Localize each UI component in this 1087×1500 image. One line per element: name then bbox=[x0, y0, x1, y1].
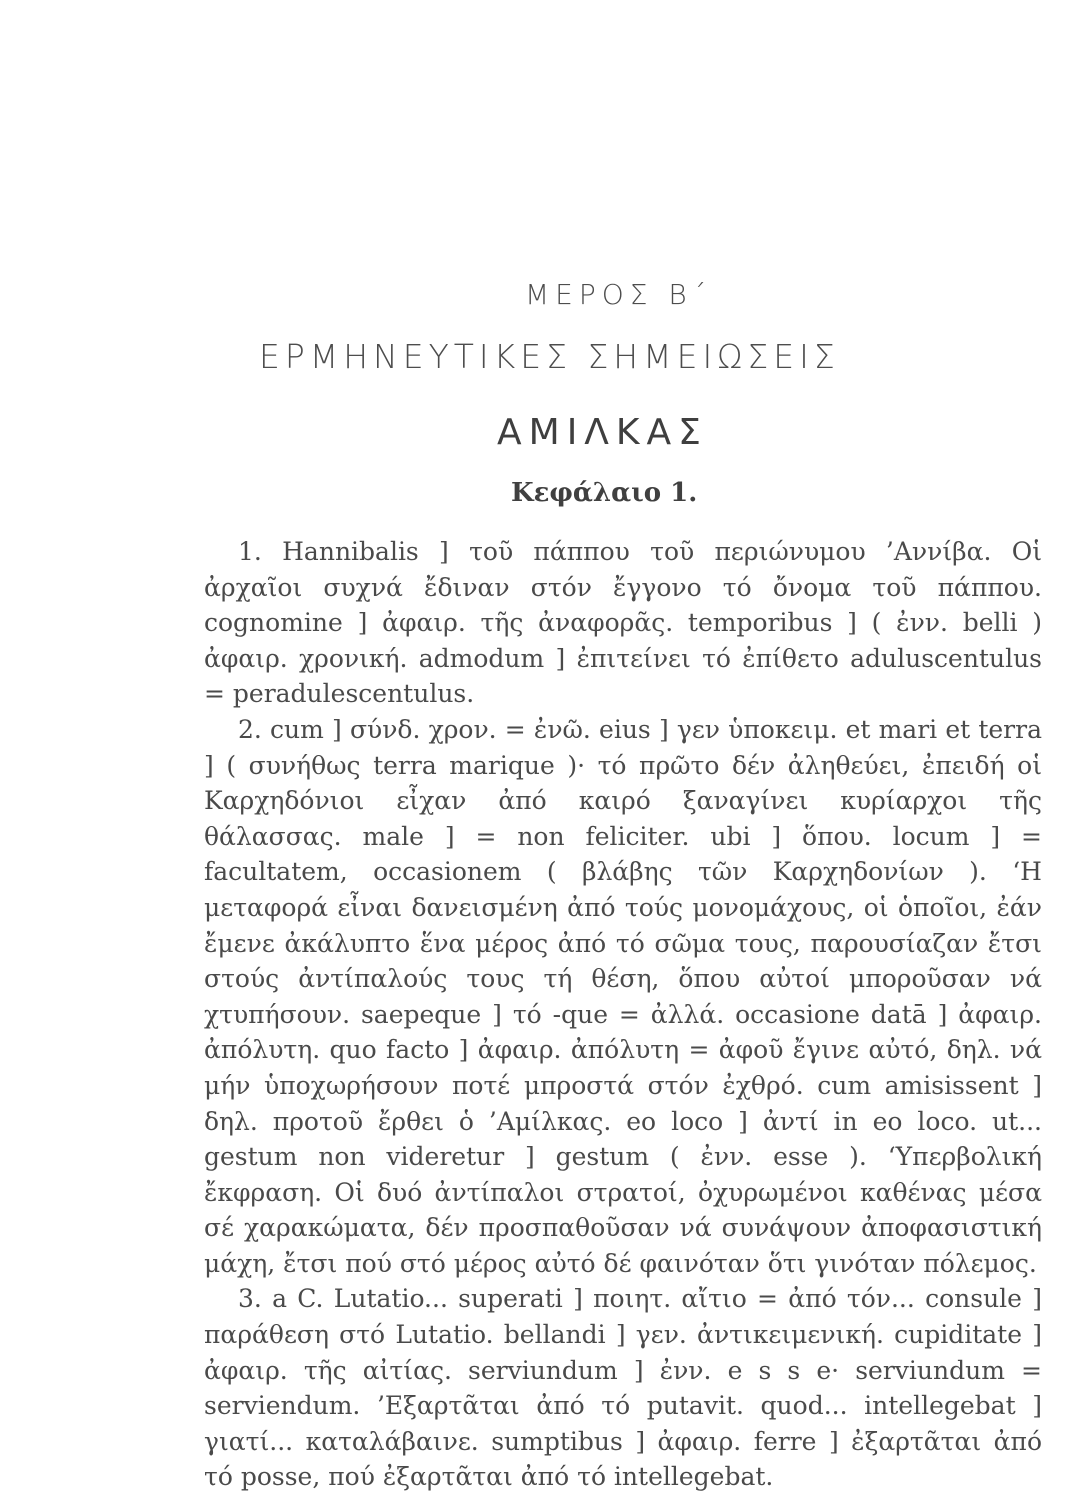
subject-heading: ΑΜΙΛΚΑΣ bbox=[497, 412, 708, 453]
chapter-number: Κεφάλαιο 1. bbox=[511, 478, 698, 508]
note-paragraph-2: 2. cum ] σύνδ. χρον. = ἐνῶ. eius ] γεν ὑποκειμ. et mari et terra ] ( συνήθως terra marique )· τό πρῶτο δέν ἀληθεύει, ἐπειδή οἱ Καρχηδόνιοι εἶχαν ἀπό καιρό ξαναγίνει κυρίαρχοι τῆς θάλασσας. male ] = non feliciter. ubi ] ὅπου. locum ] = facultatem, occasionem ( βλάβης τῶν Καρχηδονίων ). ‘Η μεταφορά εἶναι δανεισμένη ἀπό τούς μονομάχους, οἱ ὁποῖοι, ἐάν ἔμενε ἀκάλυπτο ἕνα μέρος ἀπό τό σῶμα τους, παρουσίαζαν ἔτσι στούς ἀντίπαλούς τους τή θέση, ὅπου αὐτοί μποροῦσαν νά χτυπήσουν. saepeque ] τό -que = ἀλλά. occasione datā ] ἀφαιρ. ἀπόλυτη. quo facto ] ἀφαιρ. ἀπόλυτη = ἀφοῦ ἔγινε αὐτό, δηλ. νά μήν ὑποχωρήσουν ποτέ μπροστά στόν ἐχθρό. cum amisissent ] δηλ. προτοῦ ἔρθει ὁ ’Αμίλκας. eo loco ] ἀντί in eo loco. ut... gestum non videretur ] gestum ( ἐνν. esse ). ‘Υπερβολική ἔκφραση. Οἱ δυό ἀντίπαλοι στρατοί, ὀχυρωμένοι καθένας μέσα σέ χαρακώματα, δέν προσπαθοῦσαν νά συνάψουν ἀποφασιστική μάχη, ἔτσι πού στό μέρος αὐτό δέ φαινόταν ὅτι γινόταν πόλεμος. bbox=[204, 714, 1042, 1278]
commentary-notes bbox=[204, 534, 1042, 1495]
section-title: ΕΡΜΗΝΕΥΤΙΚΕΣ ΣΗΜΕΙΩΣΕΙΣ bbox=[259, 337, 840, 376]
part-label: ΜΕΡΟΣ Β΄ bbox=[525, 278, 713, 311]
note-paragraph-1: 1. Hannibalis ] τοῦ πάππου τοῦ περιώνυμου ’Αννίβα. Οἱ ἀρχαῖοι συχνά ἔδιναν στόν ἔγγονο τό ὄνομα τοῦ πάππου. cognomine ] ἀφαιρ. τῆς ἀναφορᾶς. temporibus ] ( ἐνν. belli ) ἀφαιρ. χρονική. admodum ] ἐπιτείνει τό ἐπίθετο aduluscentulus = peradulescentulus. bbox=[204, 537, 1042, 709]
note-paragraph-3: 3. a C. Lutatio... superati ] ποιητ. αἴτιο = ἀπό τόν... consule ] παράθεση στό Lutatio. bellandi ] γεν. ἀντικειμενική. cupiditate ] ἀφαιρ. τῆς αἰτίας. serviundum ] ἐνν. e s s e· serviundum = serviendum. ’Εξαρτᾶται ἀπό τό putavit. quod... intellegebat ] γιατί... καταλάβαινε. sumptibus ] ἀφαιρ. ferre ] ἐξαρτᾶται ἀπό τό posse, πού ἐξαρτᾶται ἀπό τό intellegebat. bbox=[204, 1284, 1042, 1492]
